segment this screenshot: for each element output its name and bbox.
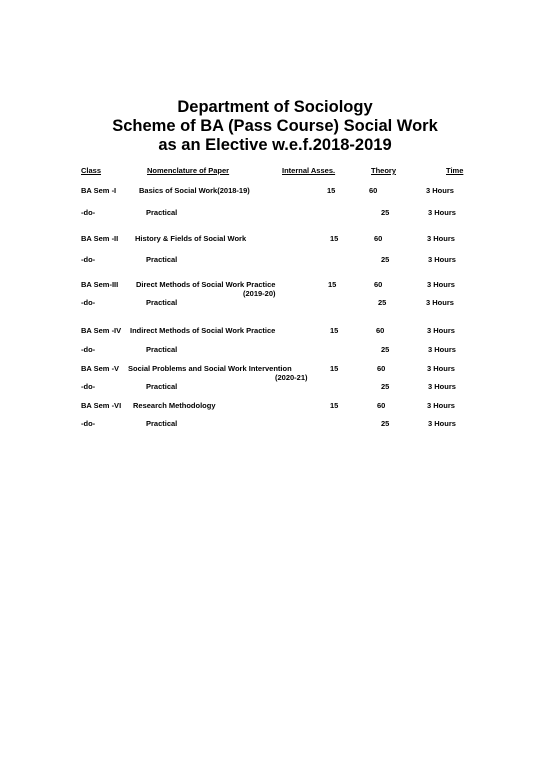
header-theory: Theory: [371, 166, 397, 175]
row-paper: Practical: [146, 419, 178, 428]
page-subtitle: Scheme of BA (Pass Course) Social Work: [112, 117, 438, 135]
row-time: 3 Hours: [428, 345, 456, 354]
row-theory: 25: [381, 419, 390, 428]
row-paper: Research Methodology: [133, 401, 216, 410]
row-paper: Practical: [146, 382, 178, 391]
row-internal: 15: [330, 364, 339, 373]
row-paper: Social Problems and Social Work Intervention: [128, 364, 292, 373]
row-time: 3 Hours: [427, 364, 455, 373]
row-class: -do-: [81, 419, 96, 428]
row-paper: Basics of Social Work(2018-19): [139, 186, 250, 195]
row-class: BA Sem -I: [81, 186, 117, 195]
header-nomenclature: Nomenclature of Paper: [147, 166, 230, 175]
row-paper: Practical: [146, 208, 178, 217]
row-paper: Practical: [146, 298, 178, 307]
row-time: 3 Hours: [428, 255, 456, 264]
row-time: 3 Hours: [427, 280, 455, 289]
page-subtitle-effective: as an Elective w.e.f.2018-2019: [158, 136, 392, 154]
row-time: 3 Hours: [427, 234, 455, 243]
header-internal: Internal Asses.: [282, 166, 336, 175]
row-theory: 25: [378, 298, 387, 307]
header-class: Class: [81, 166, 102, 175]
row-theory: 60: [377, 364, 386, 373]
row-class: BA Sem-III: [81, 280, 119, 289]
row-paper: Practical: [146, 255, 178, 264]
row-time: 3 Hours: [428, 208, 456, 217]
header-time: Time: [446, 166, 464, 175]
row-theory: 60: [374, 234, 383, 243]
row-theory: 25: [381, 208, 390, 217]
page-title: Department of Sociology: [177, 98, 373, 116]
row-time: 3 Hours: [426, 186, 454, 195]
row-time: 3 Hours: [428, 419, 456, 428]
row-theory: 25: [381, 345, 390, 354]
row-theory: 25: [381, 255, 390, 264]
row-theory: 25: [381, 382, 390, 391]
row-paper: Practical: [146, 345, 178, 354]
row-time: 3 Hours: [427, 401, 455, 410]
row-time: 3 Hours: [428, 382, 456, 391]
row-class: -do-: [81, 382, 96, 391]
row-class: BA Sem -IV: [81, 326, 122, 335]
row-paper: History & Fields of Social Work: [135, 234, 247, 243]
row-internal: 15: [328, 280, 337, 289]
row-class: -do-: [81, 345, 96, 354]
row-class: -do-: [81, 298, 96, 307]
row-time: 3 Hours: [427, 326, 455, 335]
row-paper-note: (2019-20): [243, 289, 276, 298]
row-class: -do-: [81, 208, 96, 217]
row-class: BA Sem -V: [81, 364, 120, 373]
row-class: -do-: [81, 255, 96, 264]
row-internal: 15: [327, 186, 336, 195]
row-paper-note: (2020-21): [275, 373, 308, 382]
row-theory: 60: [377, 401, 386, 410]
row-theory: 60: [374, 280, 383, 289]
row-internal: 15: [330, 326, 339, 335]
row-theory: 60: [376, 326, 385, 335]
row-class: BA Sem -VI: [81, 401, 122, 410]
row-internal: 15: [330, 401, 339, 410]
row-paper: Indirect Methods of Social Work Practice: [130, 326, 276, 335]
row-time: 3 Hours: [426, 298, 454, 307]
row-class: BA Sem -II: [81, 234, 119, 243]
row-theory: 60: [369, 186, 378, 195]
row-internal: 15: [330, 234, 339, 243]
row-paper: Direct Methods of Social Work Practice: [136, 280, 276, 289]
